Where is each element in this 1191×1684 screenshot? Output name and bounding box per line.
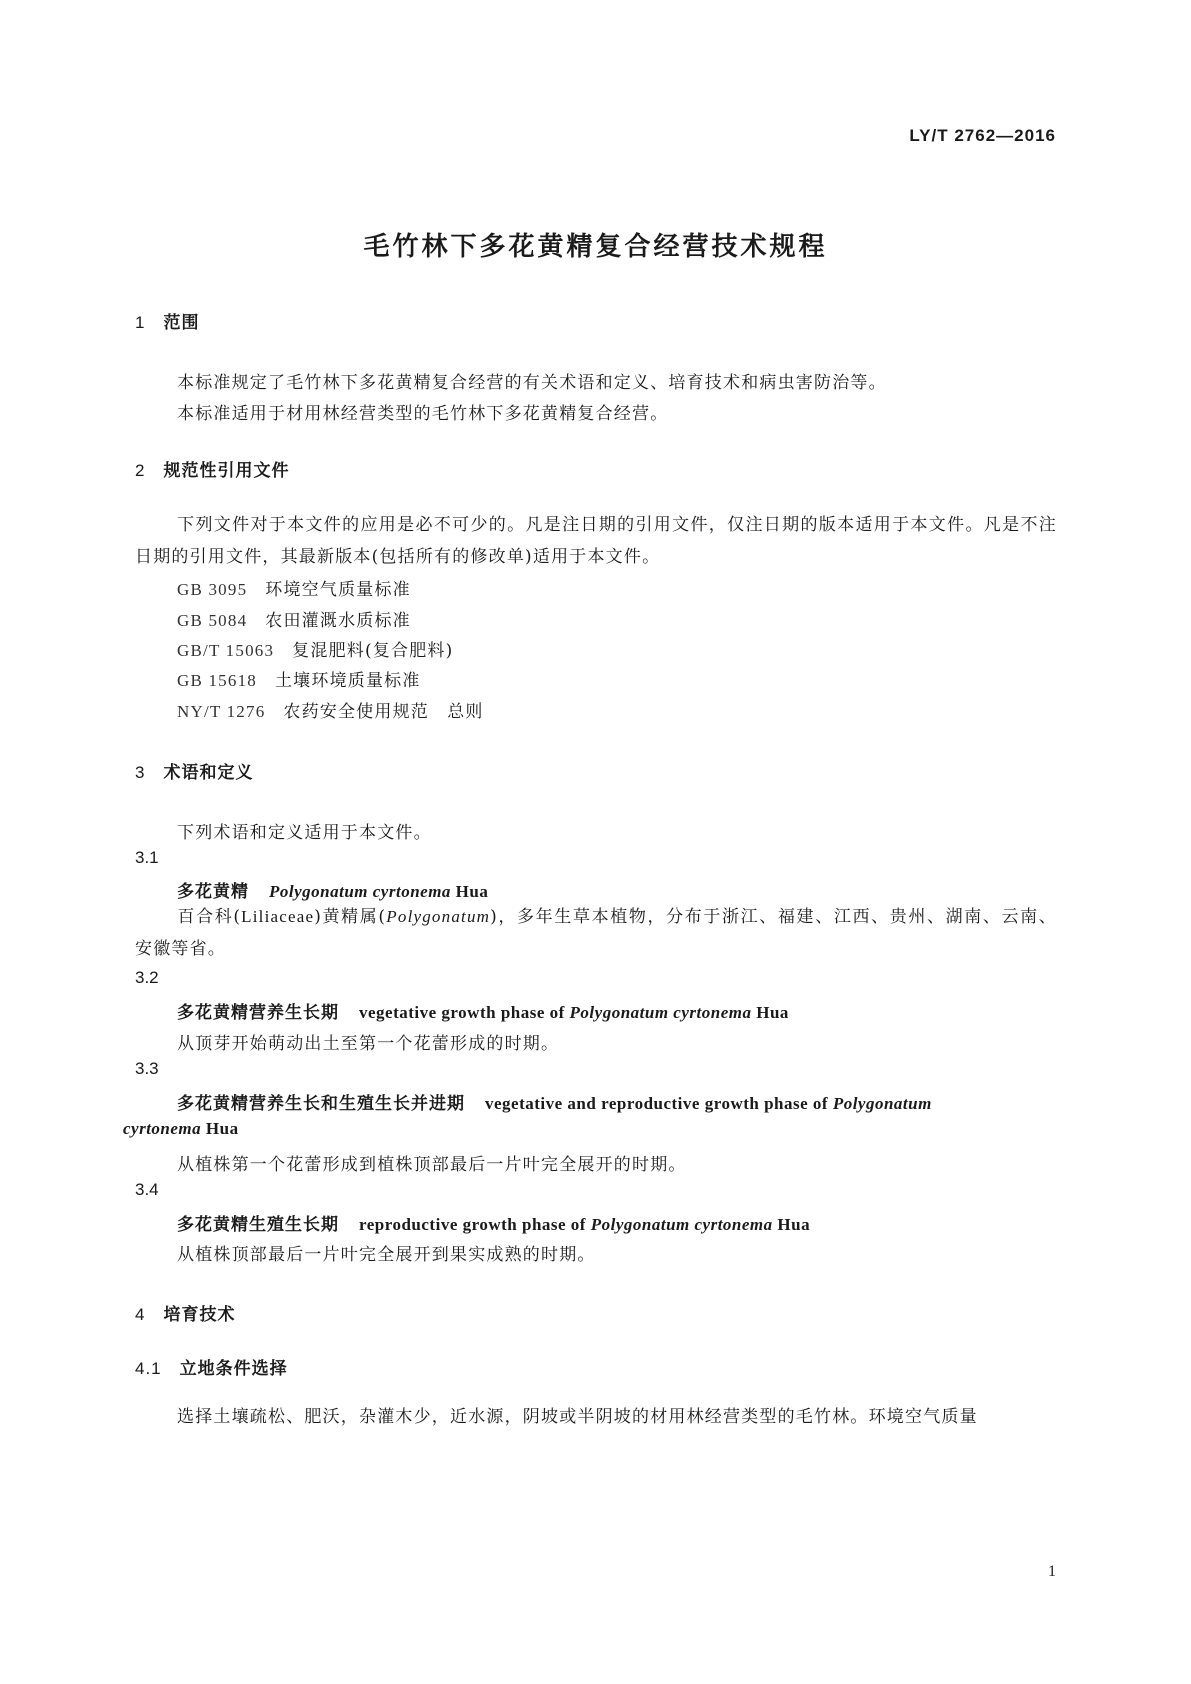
- section-number: 4: [135, 1305, 146, 1324]
- paragraph: 下列术语和定义适用于本文件。: [177, 823, 432, 843]
- def-latin: Liliaceae: [241, 907, 315, 926]
- section-title: 培育技术: [163, 1305, 236, 1325]
- term-en-authority: Hua: [455, 882, 489, 901]
- term-en: [359, 1003, 789, 1022]
- term-definition: 从植株第一个花蕾形成到植株顶部最后一片叶完全展开的时期。: [177, 1155, 687, 1175]
- def-latin: Polygonatum: [386, 907, 491, 926]
- page-title: 毛竹林下多花黄精复合经营技术规程: [363, 232, 828, 262]
- term-number: 3.2: [135, 968, 159, 987]
- reference-code: GB 15618: [177, 671, 257, 690]
- reference-title: 农田灌溉水质标准: [265, 611, 411, 631]
- paragraph: 本标准规定了毛竹林下多花黄精复合经营的有关术语和定义、培育技术和病虫害防治等。: [177, 373, 887, 393]
- def-text: )黄精属(: [314, 907, 387, 927]
- section-heading-4: [135, 1300, 235, 1325]
- term-cn: 多花黄精营养生长和生殖生长并进期: [177, 1094, 465, 1114]
- section-title: 规范性引用文件: [163, 461, 290, 481]
- reference-title: 农药安全使用规范 总则: [283, 702, 484, 722]
- section-number: 3: [135, 763, 146, 782]
- section-title: 范围: [163, 313, 200, 333]
- term-en-italic: Polygonatum cyrtonema: [569, 1003, 752, 1022]
- reference-item: [177, 606, 411, 631]
- reference-code: GB 3095: [177, 580, 248, 599]
- def-text: )，多年生草本植物，分布于浙江、福建、江西、贵州、湖南、云南、安徽等省。: [135, 907, 1057, 959]
- paragraph: 选择土壤疏松、肥沃，杂灌木少，近水源，阴坡或半阴坡的材用林经营类型的毛竹林。环境空气质量: [177, 1407, 978, 1427]
- paragraph: [135, 509, 1057, 573]
- term-number: 3.4: [135, 1180, 159, 1199]
- reference-title: 土壤环境质量标准: [274, 671, 421, 691]
- paragraph: 本标准适用于材用林经营类型的毛竹林下多花黄精复合经营。: [177, 404, 669, 424]
- term-heading: [177, 1089, 932, 1114]
- reference-code: NY/T 1276: [177, 702, 266, 721]
- term-en-italic: Polygonatum cyrtonema: [269, 882, 451, 901]
- subsection-heading-4-1: [135, 1354, 288, 1379]
- term-cn: 多花黄精: [177, 882, 249, 902]
- section-heading-3: [135, 758, 253, 783]
- term-heading: [177, 877, 488, 902]
- reference-item: [177, 697, 484, 722]
- reference-item: [177, 575, 411, 600]
- section-heading-2: [135, 456, 289, 481]
- term-definition: [135, 901, 1057, 965]
- term-en-text: vegetative and reproductive growth phase of: [485, 1094, 829, 1113]
- term-en-authority: Hua: [205, 1119, 239, 1138]
- term-en-authority: Hua: [756, 1003, 789, 1022]
- term-definition: 从顶芽开始萌动出土至第一个花蕾形成的时期。: [177, 1034, 560, 1054]
- term-en: [485, 1094, 932, 1113]
- term-heading: [177, 998, 789, 1023]
- term-en: [269, 882, 488, 901]
- paragraph-text: 下列文件对于本文件的应用是必不可少的。凡是注日期的引用文件，仅注日期的版本适用于本文件。凡是不注日期的引用文件，其最新版本(包括所有的修改单)适用于本文件。: [135, 515, 1057, 567]
- term-heading: [177, 1210, 810, 1235]
- term-en: [123, 1119, 239, 1138]
- reference-title: 环境空气质量标准: [265, 580, 411, 600]
- subsection-number: 4.1: [135, 1359, 162, 1378]
- reference-item: [177, 636, 453, 661]
- section-number: 1: [135, 313, 146, 332]
- term-en-italic: cyrtonema: [123, 1119, 202, 1138]
- section-number: 2: [135, 461, 146, 480]
- reference-code: GB 5084: [177, 611, 248, 630]
- term-en-text: vegetative growth phase of: [359, 1003, 565, 1022]
- term-en: [359, 1215, 810, 1234]
- subsection-title: 立地条件选择: [179, 1359, 288, 1379]
- term-definition: 从植株顶部最后一片叶完全展开到果实成熟的时期。: [177, 1245, 596, 1265]
- section-title: 术语和定义: [163, 763, 254, 783]
- term-en-italic: Polygonatum: [832, 1094, 932, 1113]
- term-cn: 多花黄精营养生长期: [177, 1003, 339, 1023]
- def-text: 百合科(: [177, 907, 242, 927]
- standard-code: LY/T 2762—2016: [909, 126, 1056, 145]
- section-heading-1: [135, 308, 199, 333]
- reference-code: GB/T 15063: [177, 641, 275, 660]
- term-number: 3.3: [135, 1059, 159, 1078]
- term-en-italic: Polygonatum cyrtonema: [590, 1215, 773, 1234]
- term-cn: 多花黄精生殖生长期: [177, 1215, 339, 1235]
- page-number: 1: [1048, 1563, 1056, 1580]
- term-number: 3.1: [135, 848, 159, 867]
- term-heading-continued: [123, 1119, 239, 1139]
- term-en-authority: Hua: [777, 1215, 811, 1234]
- reference-item: [177, 666, 421, 691]
- term-en-text: reproductive growth phase of: [359, 1215, 586, 1234]
- reference-title: 复混肥料(复合肥料): [292, 641, 454, 661]
